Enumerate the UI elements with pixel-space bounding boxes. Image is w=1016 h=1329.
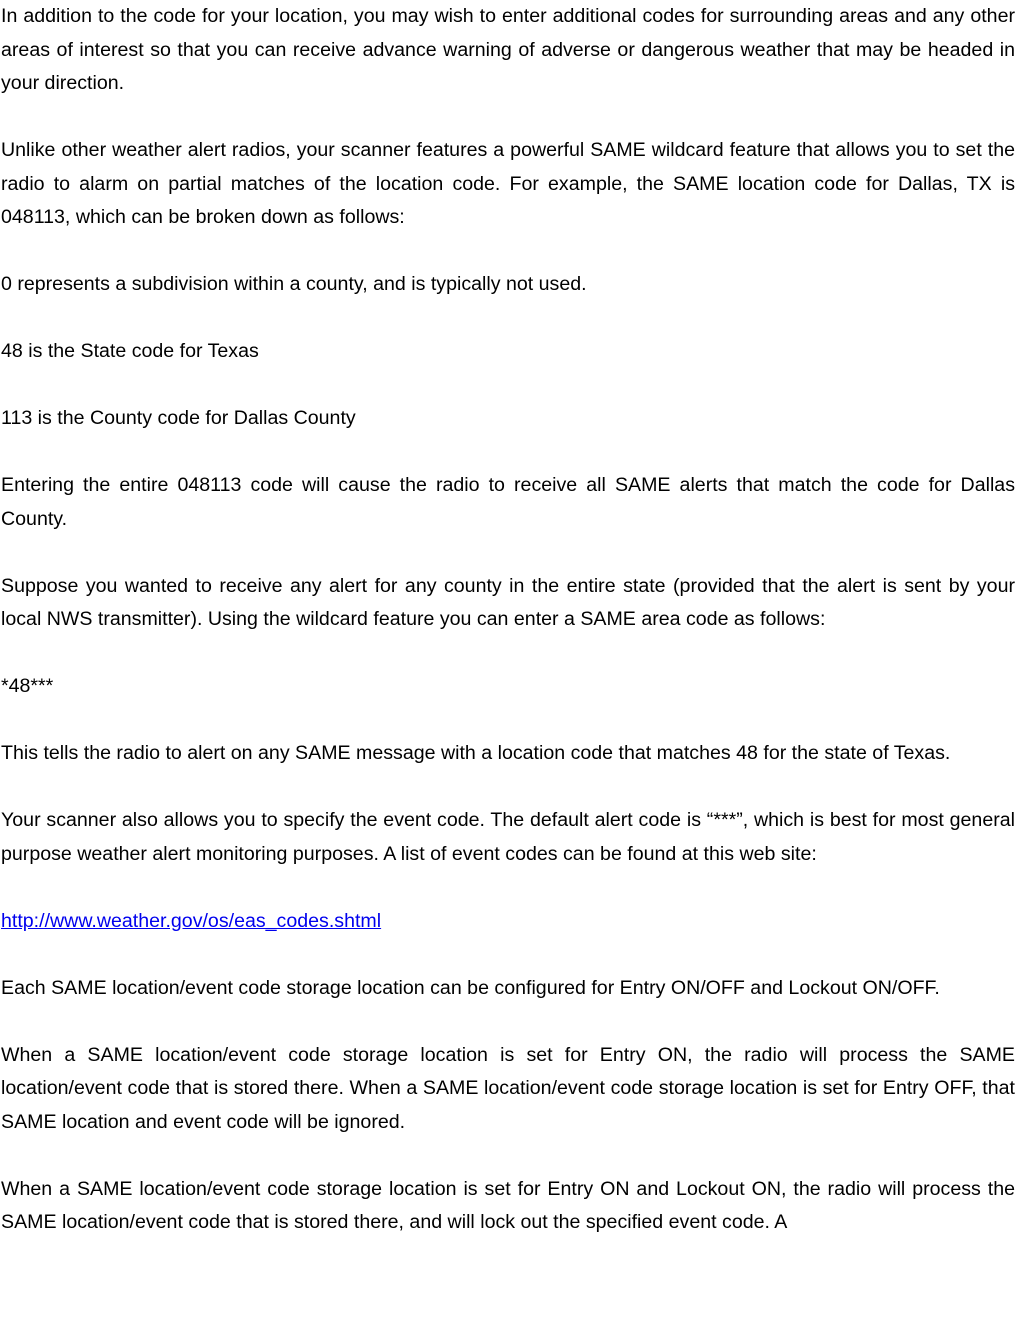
paragraph-county-code: 113 is the County code for Dallas County xyxy=(1,407,356,429)
paragraph-wildcard-feature: Unlike other weather alert radios, your scanner features a powerful SAME wildcard feature that allows you to set the radio to alarm on partial matches of the location code. For example, the SAME location code for Dallas, TX is 048113, which can be broken down as follows: xyxy=(1,139,1015,228)
paragraph-spacer xyxy=(1,1139,1015,1173)
paragraph-spacer xyxy=(1,302,1015,336)
eas-codes-link[interactable]: http://www.weather.gov/os/eas_codes.shtml xyxy=(1,909,382,932)
paragraph-state-code: 48 is the State code for Texas xyxy=(1,340,259,362)
paragraph-spacer xyxy=(1,536,1015,570)
paragraph-spacer xyxy=(1,704,1015,738)
paragraph-spacer xyxy=(1,436,1015,470)
paragraph-link-container xyxy=(1,905,1015,939)
paragraph-subdivision: 0 represents a subdivision within a county, and is typically not used. xyxy=(1,273,587,295)
paragraph-entire-code: Entering the entire 048113 code will cause the radio to receive all SAME alerts that match the code for Dallas County. xyxy=(1,474,1015,530)
paragraph-statewide-alert: Suppose you wanted to receive any alert for any county in the entire state (provided that the alert is sent by your local NWS transmitter). Using the wildcard feature you can enter a SAME area code as follows: xyxy=(1,574,1015,630)
paragraph-entry-lockout: Each SAME location/event code storage location can be configured for Entry ON/OFF and Lockout ON/OFF. xyxy=(1,976,940,999)
paragraph-event-code: Your scanner also allows you to specify the event code. The default alert code is “***”, which is best for most general purpose weather alert monitoring purposes. A list of event codes can be found at this web site: xyxy=(1,809,1015,865)
wildcard-code-example: *48*** xyxy=(1,675,54,697)
paragraph-lockout-on: When a SAME location/event code storage location is set for Entry ON and Lockout ON, the radio will process the SAME location/event code that is stored there, and will lock out the specified event code. A xyxy=(1,1177,1015,1233)
paragraph-spacer xyxy=(1,1005,1015,1039)
paragraph-spacer xyxy=(1,235,1015,269)
paragraph-spacer xyxy=(1,101,1015,135)
paragraph-additional-codes: In addition to the code for your location, you may wish to enter additional codes for surrounding areas and any other areas of interest so that you can receive advance warning of adverse or dangerous weather that may be headed in your direction. xyxy=(1,5,1015,94)
paragraph-entry-on-off: When a SAME location/event code storage location is set for Entry ON, the radio will process the SAME location/event code that is stored there. When a SAME location/event code storage location is set for Entry OFF, that SAME location and event code will be ignored. xyxy=(1,1043,1015,1133)
paragraph-spacer xyxy=(1,938,1015,972)
paragraph-spacer xyxy=(1,771,1015,805)
paragraph-wildcard-explanation: This tells the radio to alert on any SAME message with a location code that matches 48 for the state of Texas. xyxy=(1,742,951,764)
paragraph-spacer xyxy=(1,637,1015,671)
paragraph-spacer xyxy=(1,369,1015,403)
paragraph-spacer xyxy=(1,871,1015,905)
